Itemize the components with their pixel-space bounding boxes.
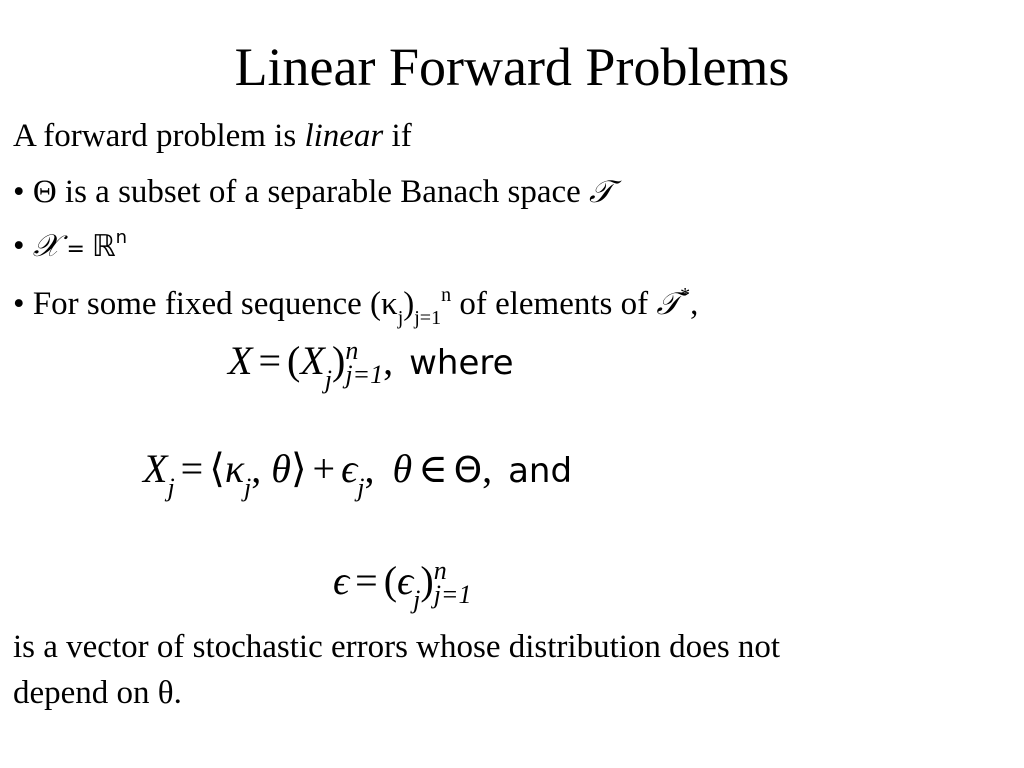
intro-emphasis: linear	[304, 118, 384, 154]
eq2-word: and	[508, 451, 573, 491]
eq1-equals: =	[258, 338, 281, 383]
eq2-lhs-sub: j	[167, 473, 175, 502]
intro-prefix: A forward problem is	[13, 118, 305, 154]
eq2-kappa: κ	[224, 446, 245, 491]
banach-space-symbol: 𝒯	[656, 286, 681, 322]
eq3-index-range	[433, 555, 472, 609]
bullet-2	[13, 226, 127, 271]
bullet-1	[13, 172, 613, 212]
eq2-rangle: ⟩	[290, 446, 307, 491]
dual-star: *	[680, 284, 691, 306]
eq2-theta: θ	[271, 446, 291, 491]
bullet-marker: •	[13, 228, 25, 264]
theta-symbol: Θ	[32, 174, 57, 210]
eq2-plus: +	[312, 446, 336, 491]
eq1-word: where	[409, 343, 514, 383]
closing-line-2: depend on θ.	[13, 675, 182, 711]
eq2-kappa-sub: j	[244, 473, 252, 502]
equation-1	[228, 335, 514, 394]
eq2-comma2: ,	[482, 446, 493, 491]
eq1-index-range	[345, 335, 384, 389]
eq2-langle: ⟨	[209, 446, 225, 491]
bullet-3-text-before: For some fixed sequence (	[32, 286, 382, 322]
eq3-lower: j=1	[433, 579, 472, 609]
trailing-comma: ,	[690, 286, 699, 322]
eq3-var-sub: j	[413, 585, 421, 614]
eq3-close: )	[420, 558, 434, 603]
eq2-sep: ,	[251, 446, 272, 491]
eq2-Theta: Θ	[453, 450, 483, 491]
eq3-var: ϵ	[397, 558, 414, 603]
eq2-lhs: X	[143, 446, 168, 491]
bullet-1-text: is a subset of a separable Banach space	[56, 174, 590, 210]
eq1-lhs: X	[228, 338, 253, 383]
eq1-open: (	[287, 338, 301, 383]
close-paren: )	[403, 286, 415, 322]
bullet-3	[13, 284, 698, 328]
eq1-lower: j=1	[345, 359, 384, 389]
equals-sign: =	[59, 237, 92, 262]
eq3-open: (	[383, 558, 398, 603]
eq1-var-sub: j	[324, 365, 332, 394]
bullet-marker: •	[13, 286, 25, 322]
reals-symbol: ℝ	[91, 229, 116, 264]
range-subscript: j=1	[414, 307, 442, 329]
equation-3	[333, 555, 472, 614]
eq2-in: ∈	[418, 446, 448, 491]
exponent-n: n	[115, 227, 128, 248]
eq2-equals: =	[180, 446, 204, 491]
eq2-eps-sub: j	[357, 473, 365, 502]
intro-suffix: if	[383, 118, 412, 154]
eq2-eps: ϵ	[341, 446, 358, 491]
eq3-equals: =	[355, 558, 378, 603]
eq2-theta2: θ	[392, 446, 413, 491]
eq1-var: X	[300, 338, 325, 383]
banach-space-symbol: 𝒯	[589, 174, 613, 210]
bullet-3-text-after: of elements of	[451, 286, 657, 322]
equation-2	[143, 444, 573, 502]
intro-line	[13, 116, 412, 156]
data-space-symbol: 𝒳	[32, 228, 60, 264]
eq3-upper: n	[433, 555, 447, 585]
kappa-symbol: κ	[381, 286, 398, 322]
eq1-comma: ,	[383, 338, 394, 383]
kappa-subscript: j	[397, 307, 404, 329]
eq1-close: )	[332, 338, 346, 383]
slide-title: Linear Forward Problems	[234, 37, 790, 97]
range-superscript: n	[441, 284, 452, 306]
closing-paragraph	[13, 624, 1013, 716]
eq2-comma1: ,	[364, 446, 375, 491]
closing-line-1: is a vector of stochastic errors whose distribution does not	[13, 629, 781, 665]
bullet-marker: •	[13, 174, 25, 210]
eq1-upper: n	[345, 335, 359, 365]
eq3-lhs: ϵ	[333, 558, 350, 603]
